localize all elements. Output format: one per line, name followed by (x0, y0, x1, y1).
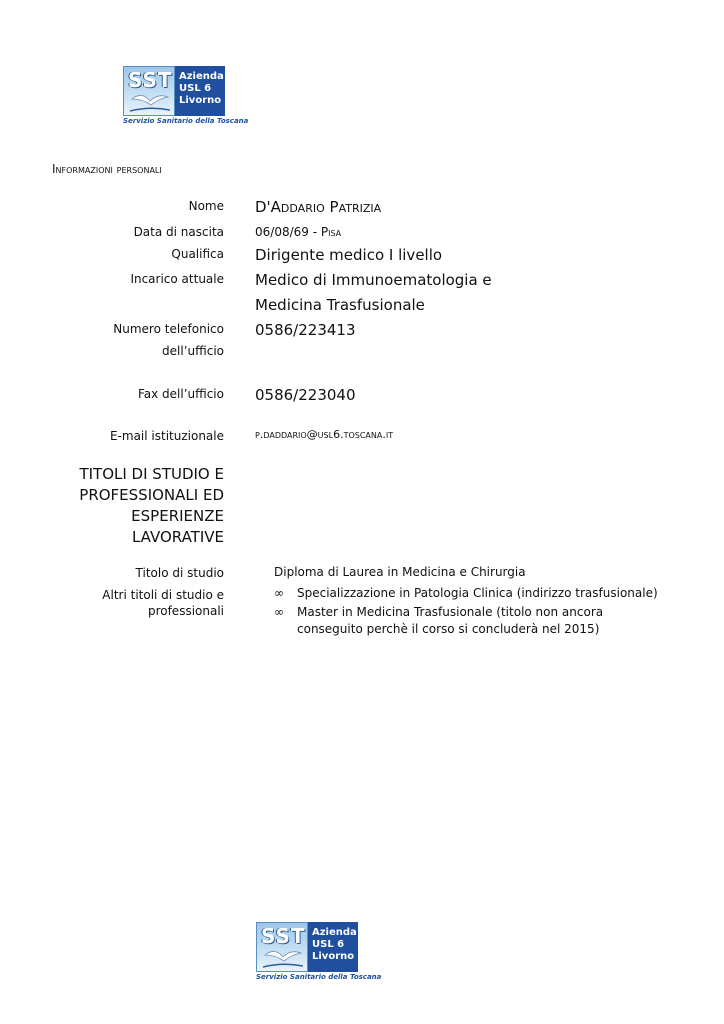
section-title-personal: Informazioni personali (52, 162, 162, 176)
label-telefono-line1: Numero telefonico (113, 322, 224, 336)
value-titolo-studio: Diploma di Laurea in Medicina e Chirurgia (274, 565, 526, 579)
logo-line-1: Azienda (179, 71, 224, 82)
logo-caption: Servizio Sanitario della Toscana (123, 117, 249, 125)
label-incarico: Incarico attuale (130, 272, 224, 286)
infinity-bullet-icon: ∞ (274, 586, 284, 600)
header-logo (123, 66, 249, 126)
label-titolo-studio: Titolo di studio (135, 566, 224, 580)
value-qualifica: Dirigente medico I livello (255, 246, 443, 264)
value-incarico-line2: Medicina Trasfusionale (255, 296, 425, 314)
titoli-heading-line4: LAVORATIVE (131, 528, 224, 546)
value-incarico-line1: Medico di Immunoematologia e (255, 271, 492, 289)
logo-image (256, 922, 308, 972)
logo-line-1: Azienda (312, 927, 357, 938)
value-telefono: 0586/223413 (255, 321, 356, 339)
section-title-titoli (79, 464, 224, 548)
list-item (274, 585, 667, 602)
logo-sst-text: SST (128, 68, 173, 92)
label-telefono-line2: dell’ufficio (162, 344, 224, 358)
label-altri-titoli-line2: professionali (147, 604, 224, 618)
infinity-bullet-icon: ∞ (274, 605, 284, 619)
list-item (274, 604, 667, 638)
label-fax: Fax dell’ufficio (137, 387, 224, 401)
label-nome: Nome (188, 199, 224, 213)
logo-sst-text: SST (261, 924, 306, 948)
logo-box (308, 922, 358, 972)
value-nome: D'Addario Patrizia (255, 198, 382, 216)
footer-logo (256, 922, 382, 982)
label-data-nascita: Data di nascita (133, 225, 224, 239)
list-item-text: Specializzazione in Patologia Clinica (indirizzo trasfusionale) (297, 586, 658, 600)
list-item-text: Master in Medicina Trasfusionale (titolo non ancora conseguito perchè il corso si concluderà nel 2015) (297, 605, 604, 636)
value-fax: 0586/223040 (255, 386, 356, 404)
titoli-heading-line3: ESPERIENZE (131, 507, 224, 525)
label-email: E-mail istituzionale (109, 429, 224, 443)
logo-line-3: Livorno (312, 951, 355, 962)
value-data-nascita: 06/08/69 - Pisa (255, 225, 342, 239)
value-email: p.daddario@usl6.toscana.it (255, 428, 394, 441)
label-qualifica: Qualifica (171, 247, 224, 261)
seagull-icon (263, 945, 303, 969)
seagull-icon (130, 89, 170, 113)
logo-image (123, 66, 175, 116)
logo-line-2: USL 6 (179, 83, 212, 94)
logo-caption: Servizio Sanitario della Toscana (256, 973, 382, 981)
titoli-heading-line2: PROFESSIONALI ED (79, 486, 224, 504)
label-altri-titoli-line1: Altri titoli di studio e (102, 588, 224, 602)
titoli-heading-line1: TITOLI DI STUDIO E (79, 465, 224, 483)
altri-titoli-list (274, 585, 667, 638)
logo-box (175, 66, 225, 116)
logo-line-3: Livorno (179, 95, 222, 106)
logo-line-2: USL 6 (312, 939, 345, 950)
